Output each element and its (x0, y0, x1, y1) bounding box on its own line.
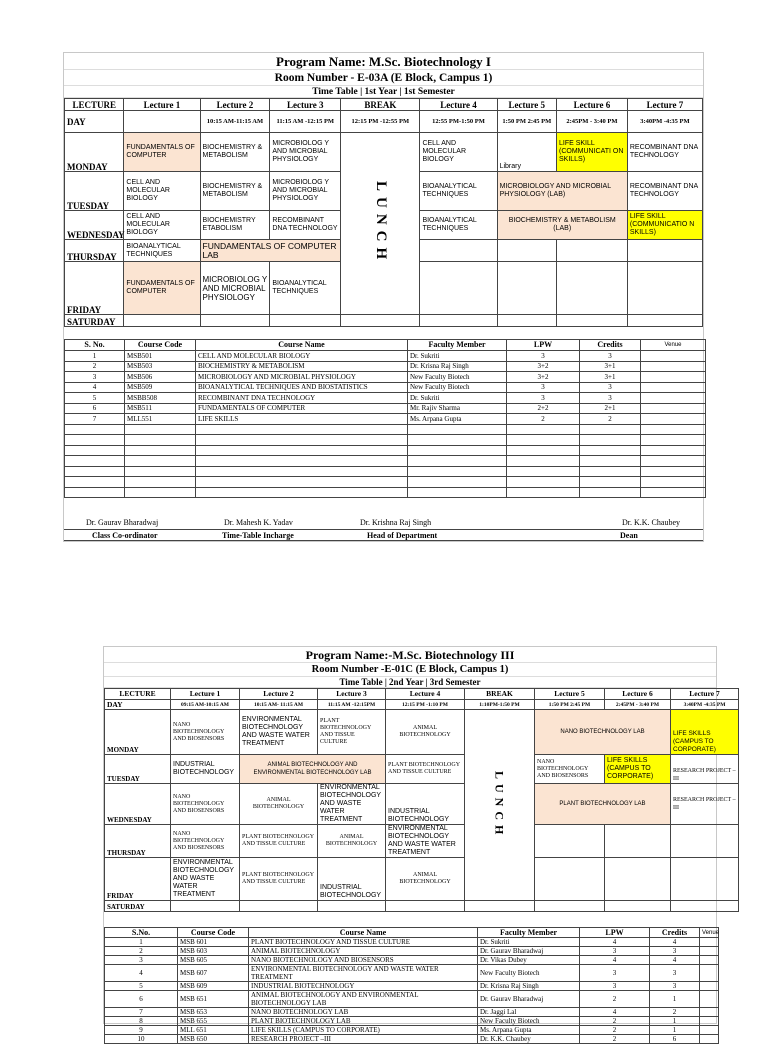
course-sno: 8 (105, 1017, 178, 1026)
cell-tue-1: CELL AND MOLECULAR BIOLOGY (124, 172, 200, 211)
course-venue (700, 1017, 719, 1026)
course-credits: 2 (650, 1008, 700, 1017)
time2-day: DAY (105, 700, 171, 710)
cell2-thu-3: ANIMAL BIOTECHNOLOGY (318, 825, 386, 858)
course-course-name: LIFE SKILLS (196, 414, 408, 425)
day-friday: FRIDAY (65, 262, 124, 315)
cell-thu-6 (556, 240, 627, 262)
course-lpw: 3 (507, 351, 580, 362)
cell2-fri-2: PLANT BIOTECHNOLOGY AND TISSUE CULTURE (240, 858, 318, 901)
course-course-name: INDUSTRIAL BIOTECHNOLOGY (249, 982, 478, 991)
course-credits: 1 (650, 1026, 700, 1035)
cell-thu-4 (420, 240, 497, 262)
course-lpw: 2+2 (507, 403, 580, 414)
role-class-coordinator: Class Co-ordinator (92, 531, 158, 540)
course-course-code: MSB509 (125, 382, 196, 393)
course-credits: 2 (580, 414, 641, 425)
course-course-code: MLL 651 (178, 1026, 249, 1035)
cell-tue-2: BIOCHEMISTRY & METABOLISM (200, 172, 270, 211)
course-lpw: 3 (507, 393, 580, 404)
course-course-name: ANIMAL BIOTECHNOLOGY (249, 947, 478, 956)
course-venue (700, 956, 719, 965)
course-credits: 3 (580, 351, 641, 362)
course-course-code: MSB 655 (178, 1017, 249, 1026)
course-faculty: Dr. Sukriti (408, 351, 507, 362)
time2-7: 3:40PM -4:35 PM (671, 700, 739, 710)
course-course-name: NANO BIOTECHNOLOGY LAB (249, 1008, 478, 1017)
course-venue (641, 361, 706, 372)
course-course-code: MSB 653 (178, 1008, 249, 1017)
course-credits: 3 (580, 393, 641, 404)
course-lpw: 3 (507, 382, 580, 393)
day2-thursday: THURSDAY (105, 825, 171, 858)
col-venue: Venue (641, 340, 706, 351)
course-venue (700, 1035, 719, 1044)
course-venue (641, 351, 706, 362)
time2-4: 12:15 PM -1:10 PM (386, 700, 465, 710)
time2-6: 2:45PM - 3:40 PM (605, 700, 671, 710)
course-course-name: PLANT BIOTECHNOLOGY LAB (249, 1017, 478, 1026)
time-5: 1:50 PM 2:45 PM (497, 111, 556, 133)
course-course-code: MLL551 (125, 414, 196, 425)
course-sno: 4 (105, 965, 178, 982)
course-credits: 4 (650, 956, 700, 965)
header2-lecture: LECTURE (105, 689, 171, 700)
time-3: 11:15 AM -12:15 PM (270, 111, 341, 133)
course-lpw: 2 (507, 414, 580, 425)
room-number: Room Number - E-03A (E Block, Campus 1) (64, 70, 703, 86)
course-course-name: CELL AND MOLECULAR BIOLOGY (196, 351, 408, 362)
course-sno: 5 (65, 393, 125, 404)
course-lpw: 2 (580, 991, 650, 1008)
cell2-tue-1: INDUSTRIAL BIOTECHNOLOGY (171, 755, 240, 784)
course-sno: 6 (65, 403, 125, 414)
cell-wed-1: CELL AND MOLECULAR BIOLOGY (124, 211, 200, 240)
role-dean: Dean (620, 531, 638, 540)
time-6: 2:45PM - 3:40 PM (556, 111, 627, 133)
course-faculty: New Faculty Biotech (408, 372, 507, 383)
course-table (64, 339, 706, 498)
course-row (105, 1008, 719, 1017)
timetable-grid-2 (104, 688, 739, 912)
cell2-tue-2-3: ANIMAL BIOTECHNOLOGY AND ENVIRONMENTAL BIOTECHNOLOGY LAB (240, 755, 386, 784)
day-tuesday: TUESDAY (65, 172, 124, 211)
course-row (105, 982, 719, 991)
cell-fri-1: FUNDAMENTALS OF COMPUTER (124, 262, 200, 315)
col-credits: Credits (580, 340, 641, 351)
signature-dean: Dr. K.K. Chaubey (622, 518, 680, 527)
course-credits: 1 (650, 1017, 700, 1026)
time-7: 3:40PM -4:35 PM (627, 111, 702, 133)
term-info: Time Table | 1st Year | 1st Semester (64, 86, 703, 98)
course-venue (641, 382, 706, 393)
course-venue (700, 938, 719, 947)
course-venue (700, 1008, 719, 1017)
cell2-tue-7: RESEARCH PROJECT –III (671, 755, 739, 784)
cell2-mon-3: PLANT BIOTECHNOLOGY AND TISSUE CULTURE (318, 710, 386, 755)
course-course-code: MSB 605 (178, 956, 249, 965)
course-row (105, 947, 719, 956)
course-course-name: LIFE SKILLS (CAMPUS TO CORPORATE) (249, 1026, 478, 1035)
time-break: 12:15 PM -12:55 PM (341, 111, 420, 133)
course-course-code: MSB 607 (178, 965, 249, 982)
course-credits: 3 (650, 965, 700, 982)
col2-credits: Credits (650, 928, 700, 938)
course-credits: 3 (650, 947, 700, 956)
cell2-mon-1: NANO BIOTECHNOLOGY AND BIOSENSORS (171, 710, 240, 755)
cell2-mon-5-6: NANO BIOTECHNOLOGY LAB (535, 710, 671, 755)
cell2-mon-7: LIFE SKILLS (CAMPUS TO CORPORATE) (671, 710, 739, 755)
course-venue (641, 372, 706, 383)
course-row (65, 382, 706, 393)
time-1 (124, 111, 200, 133)
col2-course-name: Course Name (249, 928, 478, 938)
time2-1: 09:15 AM-10:15 AM (171, 700, 240, 710)
header-break: BREAK (341, 99, 420, 111)
course-faculty: Dr. Sukriti (478, 938, 580, 947)
header-lecture-7: Lecture 7 (627, 99, 702, 111)
course-lpw: 4 (580, 956, 650, 965)
cell-mon-4: CELL AND MOLECULAR BIOLOGY (420, 133, 497, 172)
course-credits: 4 (650, 938, 700, 947)
course-sno: 10 (105, 1035, 178, 1044)
cell-fri-2: MICROBIOLOG Y AND MICROBIAL PHYSIOLOGY (200, 262, 270, 315)
course-sno: 1 (65, 351, 125, 362)
col2-sno: S.No. (105, 928, 178, 938)
lunch-break: LUNCH (341, 133, 420, 315)
course-venue (641, 393, 706, 404)
course-credits: 3+1 (580, 361, 641, 372)
header2-lecture-3: Lecture 3 (318, 689, 386, 700)
course-lpw: 3 (580, 982, 650, 991)
course-row (65, 403, 706, 414)
course-venue (641, 414, 706, 425)
course-table-2 (104, 927, 719, 1044)
cell-wed-7: LIFE SKILL (COMMUNICATIO N SKILLS) (627, 211, 702, 240)
course-course-name: BIOANALYTICAL TECHNIQUES AND BIOSTATISTICS (196, 382, 408, 393)
course-course-code: MSB 601 (178, 938, 249, 947)
timetable-sheet-2 (103, 646, 736, 1043)
cell-thu-2-3: FUNDAMENTALS OF COMPUTER LAB (200, 240, 341, 262)
time-4: 12:55 PM-1:50 PM (420, 111, 497, 133)
course-credits: 6 (650, 1035, 700, 1044)
time2-5: 1:50 PM 2:45 PM (535, 700, 605, 710)
day2-monday: MONDAY (105, 710, 171, 755)
cell-mon-1: FUNDAMENTALS OF COMPUTER (124, 133, 200, 172)
course-faculty: New Faculty Biotech (478, 1017, 580, 1026)
signature-hod: Dr. Krishna Raj Singh (360, 518, 432, 527)
course-faculty: Dr. Gaurav Bharadwaj (478, 947, 580, 956)
course-venue (700, 991, 719, 1008)
cell-mon-6: LIFE SKILL (COMMUNICATI ON SKILLS) (556, 133, 627, 172)
col-lpw: LPW (507, 340, 580, 351)
header-lecture-1: Lecture 1 (124, 99, 200, 111)
course-row (105, 1017, 719, 1026)
course-course-name: RECOMBINANT DNA TECHNOLOGY (196, 393, 408, 404)
course-lpw: 4 (580, 938, 650, 947)
course-faculty: Dr. Sukriti (408, 393, 507, 404)
course-lpw: 3 (580, 947, 650, 956)
course-row (105, 965, 719, 982)
col2-course-code: Course Code (178, 928, 249, 938)
course-faculty: Ms. Arpana Gupta (408, 414, 507, 425)
cell-mon-7: RECOMBINANT DNA TECHNOLOGY (627, 133, 702, 172)
cell2-wed-1: NANO BIOTECHNOLOGY AND BIOSENSORS (171, 784, 240, 825)
course-row (65, 361, 706, 372)
course-sno: 1 (105, 938, 178, 947)
course-row (65, 372, 706, 383)
cell2-mon-2: ENVIRONMENTAL BIOTECHNOLOGY AND WASTE WATER TREATMENT (240, 710, 318, 755)
course-course-name: FUNDAMENTALS OF COMPUTER (196, 403, 408, 414)
course-faculty: Ms. Arpana Gupta (478, 1026, 580, 1035)
course-credits: 3 (650, 982, 700, 991)
course-sno: 9 (105, 1026, 178, 1035)
col-course-code: Course Code (125, 340, 196, 351)
time2-3: 11:15 AM -12:15PM (318, 700, 386, 710)
cell2-wed-7: RESEARCH PROJECT –III (671, 784, 739, 825)
header-lecture: LECTURE (65, 99, 124, 111)
col2-faculty: Faculty Member (478, 928, 580, 938)
course-credits: 2+1 (580, 403, 641, 414)
course-sno: 3 (65, 372, 125, 383)
cell-mon-2: BIOCHEMISTRY & METABOLISM (200, 133, 270, 172)
lunch-break-2: LUNCH (465, 710, 535, 901)
course-sno: 4 (65, 382, 125, 393)
course-sno: 7 (65, 414, 125, 425)
course-course-code: MSB 650 (178, 1035, 249, 1044)
course-row (105, 938, 719, 947)
header-lecture-6: Lecture 6 (556, 99, 627, 111)
day2-friday: FRIDAY (105, 858, 171, 901)
course-credits: 3 (580, 382, 641, 393)
cell-wed-5-6: BIOCHEMISTRY & METABOLISM (LAB) (497, 211, 627, 240)
course-course-code: MSBB508 (125, 393, 196, 404)
cell-fri-3: BIOANALYTICAL TECHNIQUES (270, 262, 341, 315)
role-timetable-incharge: Time-Table Incharge (222, 531, 294, 540)
course-course-code: MSB 603 (178, 947, 249, 956)
course-row (105, 1035, 719, 1044)
program-title-2: Program Name:-M.Sc. Biotechnology III (104, 647, 716, 663)
course-course-code: MSB 609 (178, 982, 249, 991)
cell-mon-3: MICROBIOLOG Y AND MICROBIAL PHYSIOLOGY (270, 133, 341, 172)
header2-lecture-2: Lecture 2 (240, 689, 318, 700)
cell-tue-3: MICROBIOLOG Y AND MICROBIAL PHYSIOLOGY (270, 172, 341, 211)
cell-thu-7 (627, 240, 702, 262)
course-course-code: MSB501 (125, 351, 196, 362)
cell-tue-5-6: MICROBIOLOGY AND MICROBIAL PHYSIOLOGY (LAB) (497, 172, 627, 211)
day2-tuesday: TUESDAY (105, 755, 171, 784)
course-row (65, 393, 706, 404)
cell-wed-4: BIOANALYTICAL TECHNIQUES (420, 211, 497, 240)
col-sno: S. No. (65, 340, 125, 351)
course-faculty: Dr. Krisna Raj Singh (408, 361, 507, 372)
course-faculty: Dr. K.K. Chaubey (478, 1035, 580, 1044)
course-sno: 6 (105, 991, 178, 1008)
header-lecture-2: Lecture 2 (200, 99, 270, 111)
course-sno: 2 (65, 361, 125, 372)
cell-thu-1: BIOANALYTICAL TECHNIQUES (124, 240, 200, 262)
course-venue (700, 965, 719, 982)
cell2-wed-5-6: PLANT BIOTECHNOLOGY LAB (535, 784, 671, 825)
course-course-name: RESEARCH PROJECT –III (249, 1035, 478, 1044)
cell2-thu-1: NANO BIOTECHNOLOGY AND BIOSENSORS (171, 825, 240, 858)
day2-saturday: SATURDAY (105, 901, 171, 912)
cell-mon-5: Library (497, 133, 556, 172)
room-number-2: Room Number -E-01C (E Block, Campus 1) (104, 663, 716, 677)
cell2-wed-2: ANIMAL BIOTECHNOLOGY (240, 784, 318, 825)
timetable-grid (64, 98, 703, 327)
header-lecture-4: Lecture 4 (420, 99, 497, 111)
time-2: 10:15 AM-11:15 AM (200, 111, 270, 133)
col2-venue: Venue (700, 928, 719, 938)
cell2-mon-4: ANIMAL BIOTECHNOLOGY (386, 710, 465, 755)
course-faculty: Mr. Rajiv Sharma (408, 403, 507, 414)
course-faculty: Dr. Vikas Dubey (478, 956, 580, 965)
role-hod: Head of Department (367, 531, 438, 540)
time2-2: 10:15 AM- 11:15 AM (240, 700, 318, 710)
cell2-wed-3: ENVIRONMENTAL BIOTECHNOLOGY AND WASTE WATER TREATMENT (318, 784, 386, 825)
course-lpw: 2 (580, 1026, 650, 1035)
cell2-tue-4: PLANT BIOTECHNOLOGY AND TISSUE CULTURE (386, 755, 465, 784)
day-saturday: SATURDAY (65, 315, 124, 327)
cell2-wed-4: INDUSTRIAL BIOTECHNOLOGY (386, 784, 465, 825)
cell2-fri-1: ENVIRONMENTAL BIOTECHNOLOGY AND WASTE WATER TREATMENT (171, 858, 240, 901)
cell-wed-2: BIOCHEMISTRY ETABOLISM (200, 211, 270, 240)
course-credits: 3+1 (580, 372, 641, 383)
course-lpw: 2 (580, 1017, 650, 1026)
col2-lpw: LPW (580, 928, 650, 938)
course-sno: 2 (105, 947, 178, 956)
cell2-thu-2: PLANT BIOTECHNOLOGY AND TISSUE CULTURE (240, 825, 318, 858)
header2-lecture-5: Lecture 5 (535, 689, 605, 700)
header-lecture-5: Lecture 5 (497, 99, 556, 111)
course-course-name: BIOCHEMISTRY & METABOLISM (196, 361, 408, 372)
course-row (105, 956, 719, 965)
course-row (105, 1026, 719, 1035)
header-lecture-3: Lecture 3 (270, 99, 341, 111)
course-venue (700, 982, 719, 991)
course-row (105, 991, 719, 1008)
cell2-tue-5: NANO BIOTECHNOLOGY AND BIOSENSORS (535, 755, 605, 784)
term-info-2: Time Table | 2nd Year | 3rd Semester (104, 677, 716, 688)
cell-fri-5 (497, 262, 556, 315)
col-course-name: Course Name (196, 340, 408, 351)
course-course-name: MICROBIOLOGY AND MICROBIAL PHYSIOLOGY (196, 372, 408, 383)
cell-thu-5 (497, 240, 556, 262)
header2-lecture-7: Lecture 7 (671, 689, 739, 700)
day-monday: MONDAY (65, 133, 124, 172)
course-course-name: ENVIRONMENTAL BIOTECHNOLOGY AND WASTE WATER TREATMENT (249, 965, 478, 982)
cell2-thu-4: ENVIRONMENTAL BIOTECHNOLOGY AND WASTE WATER TREATMENT (386, 825, 465, 858)
cell-tue-4: BIOANALYTICAL TECHNIQUES (420, 172, 497, 211)
course-faculty: Dr. Krisna Raj Singh (478, 982, 580, 991)
course-lpw: 2 (580, 1035, 650, 1044)
course-faculty: New Faculty Biotech (408, 382, 507, 393)
cell-wed-3: RECOMBINANT DNA TECHNOLOGY (270, 211, 341, 240)
course-row (65, 351, 706, 362)
course-lpw: 4 (580, 1008, 650, 1017)
course-course-name: NANO BIOTECHNOLOGY AND BIOSENSORS (249, 956, 478, 965)
course-row (65, 414, 706, 425)
course-sno: 3 (105, 956, 178, 965)
course-course-name: ANIMAL BIOTECHNOLOGY AND ENVIRONMENTAL BIOTECHNOLOGY LAB (249, 991, 478, 1008)
header2-lecture-4: Lecture 4 (386, 689, 465, 700)
cell2-fri-4: ANIMAL BIOTECHNOLOGY (386, 858, 465, 901)
cell-fri-7 (627, 262, 702, 315)
cell2-tue-6: LIFE SKILLS (CAMPUS TO CORPORATE) (605, 755, 671, 784)
signature-class-coordinator: Dr. Gaurav Bharadwaj (86, 518, 159, 527)
course-lpw: 3 (580, 965, 650, 982)
course-course-code: MSB503 (125, 361, 196, 372)
cell-tue-7: RECOMBINANT DNA TECHNOLOGY (627, 172, 702, 211)
course-faculty: Dr. Jaggi Lal (478, 1008, 580, 1017)
day2-wednesday: WEDNESDAY (105, 784, 171, 825)
header2-break: BREAK (465, 689, 535, 700)
course-sno: 7 (105, 1008, 178, 1017)
day-thursday: THURSDAY (65, 240, 124, 262)
signature-timetable-incharge: Dr. Mahesh K. Yadav (224, 518, 293, 527)
col-faculty: Faculty Member (408, 340, 507, 351)
course-lpw: 3+2 (507, 361, 580, 372)
roles-row (64, 529, 703, 541)
course-venue (700, 1026, 719, 1035)
cell-fri-6 (556, 262, 627, 315)
time2-break: 1:10PM-1:50 PM (465, 700, 535, 710)
course-sno: 5 (105, 982, 178, 991)
day-wednesday: WEDNESDAY (65, 211, 124, 240)
course-faculty: Dr. Gaurav Bharadwaj (478, 991, 580, 1008)
course-credits: 1 (650, 991, 700, 1008)
header2-lecture-6: Lecture 6 (605, 689, 671, 700)
cell2-fri-3: INDUSTRIAL BIOTECHNOLOGY (318, 858, 386, 901)
program-title: Program Name: M.Sc. Biotechnology I (64, 53, 703, 70)
course-lpw: 3+2 (507, 372, 580, 383)
course-venue (700, 947, 719, 956)
course-faculty: New Faculty Biotech (478, 965, 580, 982)
cell-fri-4 (420, 262, 497, 315)
course-venue (641, 403, 706, 414)
course-course-name: PLANT BIOTECHNOLOGY AND TISSUE CULTURE (249, 938, 478, 947)
header2-lecture-1: Lecture 1 (171, 689, 240, 700)
timetable-sheet-1 (63, 52, 704, 542)
time-day: DAY (65, 111, 124, 133)
course-course-code: MSB506 (125, 372, 196, 383)
course-course-code: MSB 651 (178, 991, 249, 1008)
course-course-code: MSB511 (125, 403, 196, 414)
